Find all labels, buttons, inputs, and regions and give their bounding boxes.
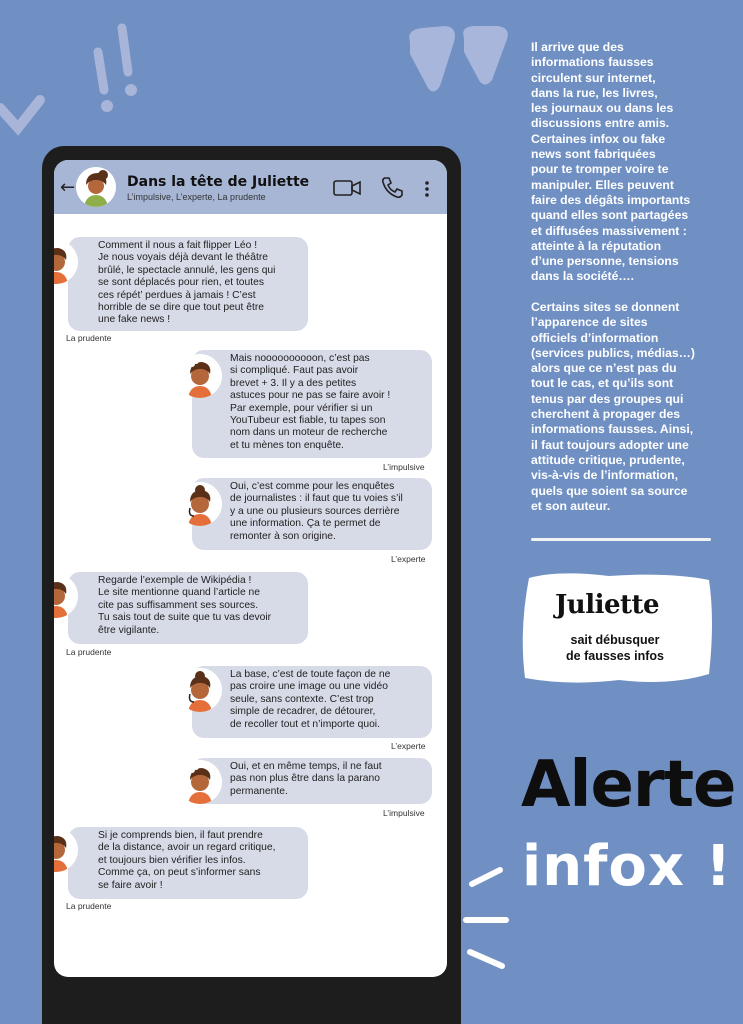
badge-name: Juliette (555, 590, 660, 620)
speaker-label: L’experte (391, 741, 426, 751)
text-line: attitude critique, prudente, (531, 452, 685, 467)
avatar-experte (178, 482, 222, 526)
text-line: tenus par des groupes qui (531, 391, 684, 406)
message-line: et tu mènes ton enquête. (230, 439, 344, 451)
chat-title: Dans la tête de Juliette (127, 174, 310, 190)
speaker-label: L’impulsive (383, 808, 425, 818)
message-line: Regarde l’exemple de Wikipédia ! (98, 575, 252, 586)
more-options-icon[interactable] (424, 180, 430, 198)
message-line: de la distance, avoir un regard critique, (98, 842, 276, 854)
message-line: Si je comprends bien, il faut prendre (98, 830, 263, 841)
speaker-label: La prudente (66, 901, 112, 911)
message-line: de recoller tout et n’importe quoi. (230, 718, 380, 730)
info-paragraph (531, 40, 741, 285)
message-line: La base, c’est de toute façon de ne (230, 669, 391, 680)
text-line: d’une personne, tensions (531, 254, 679, 269)
message-line: Le site mentionne quand l’article ne (98, 587, 260, 599)
message-line: horrible de se dire que tout peut être (98, 302, 265, 314)
badge-tagline (551, 632, 679, 664)
chat-message (192, 666, 432, 738)
headline-alerte: Alerte (521, 748, 736, 822)
message-line: se sont déplacés pour rien, et toutes (98, 277, 264, 289)
text-line: et diffusées massivement : (531, 223, 687, 238)
text-line: news sont fabriquées (531, 147, 656, 162)
message-line: Je nous voyais déjà devant le théâtre (98, 252, 269, 264)
phone-call-icon[interactable] (380, 176, 404, 200)
message-line: de journalistes : il faut que tu voies s’il (230, 493, 403, 505)
text-line: informations fausses. Ainsi, (531, 422, 694, 437)
video-call-icon[interactable] (333, 180, 361, 196)
chat-message (192, 758, 432, 804)
message-line: y a une ou plusieurs sources derrière (230, 505, 400, 517)
text-line: quand elles sont partagées (531, 208, 689, 223)
message-line: seule, sans contexte. C’est trop (230, 693, 374, 705)
decorative-dashes (462, 860, 522, 990)
avatar (76, 167, 116, 207)
avatar-experte (178, 668, 222, 712)
message-line: Par exemple, pour vérifier si un (230, 402, 373, 414)
text-line: officiels d’information (531, 330, 659, 345)
text-line: dans la rue, les livres, (531, 85, 658, 100)
chat-message (192, 478, 432, 550)
message-line: astuces pour ne pas se faire avoir ! (230, 390, 391, 402)
message-line: Comment il nous a fait flipper Léo ! (98, 240, 258, 251)
text-line: et son auteur. (531, 498, 611, 513)
message-line: brevet + 3. Il y a des petites (230, 377, 357, 389)
text-line: circulent sur internet, (531, 70, 656, 85)
message-line: permanente. (230, 785, 288, 797)
speaker-label: La prudente (66, 333, 112, 343)
message-line: remonter à son origine. (230, 530, 336, 542)
message-line: et toujours bien vérifier les infos. (98, 854, 246, 866)
chat-message (68, 237, 308, 331)
avatar-impulsive (178, 354, 222, 398)
badge-background (519, 570, 715, 686)
message-line: cite pas suffisamment ses sources. (98, 599, 259, 611)
message-line: une fake news ! (98, 314, 171, 326)
message-line: si compliqué. Faut pas avoir (230, 365, 359, 377)
chat-message (192, 350, 432, 458)
text-line: tout le cas, et qu’ils sont (531, 376, 674, 391)
text-line: Il arrive que des (531, 40, 624, 54)
back-arrow-icon[interactable]: ← (60, 177, 76, 198)
message-line: pas croire une image ou une vidéo (230, 681, 388, 693)
text-line: manipuler. Elles peuvent (531, 177, 674, 192)
text-line: informations fausses (531, 55, 654, 70)
divider (531, 538, 711, 541)
message-line: pas non plus être dans la parano (230, 773, 380, 785)
chat-screen (54, 160, 447, 977)
text-line: alors que ce n’est pas du (531, 361, 677, 376)
headline-infox: infox ! (522, 834, 733, 899)
quote-icon (400, 24, 520, 104)
decorative-exclamation-marks (0, 0, 200, 150)
info-paragraph (531, 300, 741, 514)
chat-header (54, 160, 447, 214)
message-line: Mais noooooooooon, c’est pas (230, 353, 370, 364)
text-line: faire des dégâts importants (531, 192, 691, 207)
message-line: Oui, c’est comme pour les enquêtes (230, 481, 395, 492)
speaker-label: L’experte (391, 554, 426, 564)
text-line: Certaines infox ou fake (531, 131, 666, 146)
text-line: sait débusquer (570, 633, 660, 647)
chat-participants: L’impulsive, L’experte, La prudente (127, 192, 266, 202)
text-line: les journaux ou dans les (531, 101, 674, 116)
text-line: Certains sites se donnent (531, 300, 680, 314)
speaker-label: L’impulsive (383, 462, 425, 472)
text-line: vis-à-vis de l’information, (531, 468, 678, 483)
text-line: dans la société…. (531, 269, 634, 284)
text-line: il faut toujours adopter une (531, 437, 689, 452)
text-line: l’apparence de sites (531, 315, 648, 330)
text-line: discussions entre amis. (531, 116, 670, 131)
message-line: Tu sais tout de suite que tu vas devoir (98, 612, 272, 624)
message-line: Comme ça, on peut s’informer sans (98, 867, 261, 879)
message-line: être vigilante. (98, 624, 160, 636)
text-line: de fausses infos (566, 649, 664, 663)
message-line: YouTubeur est fiable, tu tapes son (230, 415, 386, 427)
message-line: se faire avoir ! (98, 879, 163, 891)
message-line: nom dans un moteur de recherche (230, 427, 388, 439)
text-line: quels que soient sa source (531, 483, 688, 498)
text-line: pour te tromper voire te (531, 162, 669, 177)
speaker-label: La prudente (66, 647, 112, 657)
chat-message (68, 827, 308, 899)
message-line: brûlé, le spectacle annulé, les gens qui (98, 264, 276, 276)
message-line: Oui, et en même temps, il ne faut (230, 761, 382, 772)
avatar-impulsive (178, 760, 222, 804)
message-line: simple de recadrer, de détourer, (230, 706, 376, 718)
text-line: (services publics, médias…) (531, 345, 695, 360)
text-line: cherchent à propager des (531, 407, 681, 422)
message-line: une information. Ça te permet de (230, 518, 381, 530)
text-line: atteinte à la réputation (531, 238, 662, 253)
message-line: ces répét’ perdues à jamais ! C’est (98, 289, 256, 301)
chat-message (68, 572, 308, 644)
